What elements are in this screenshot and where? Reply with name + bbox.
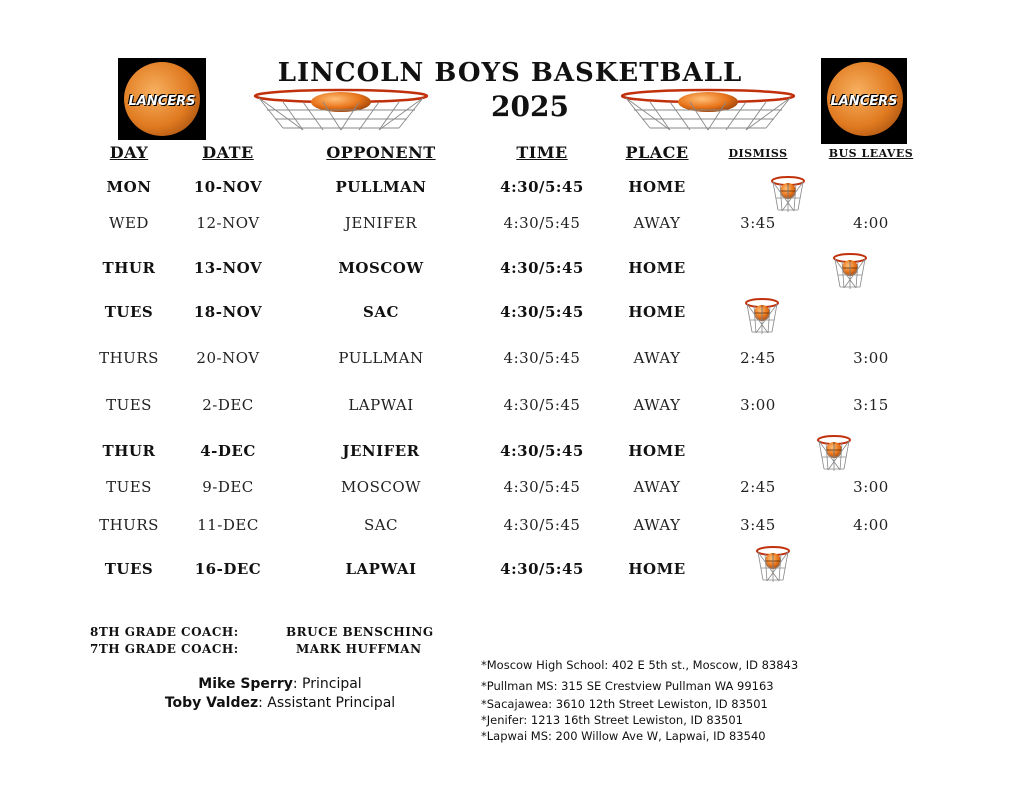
lancers-logo-left (118, 58, 206, 140)
table-row (0, 560, 1024, 584)
cell-time: 4:30/5:45 (500, 442, 584, 460)
column-header-dismiss: DISMISS (728, 147, 788, 160)
cell-place: HOME (628, 560, 686, 578)
cell-day: TUES (104, 560, 154, 578)
cell-day: THUR (102, 442, 156, 460)
column-header-place: PLACE (625, 143, 689, 162)
basketball-hoop-icon (253, 88, 429, 132)
cell-day: WED (109, 214, 149, 232)
basketball-hoop-icon (832, 251, 868, 291)
cell-dismiss: 2:45 (740, 349, 776, 367)
page-title: LINCOLN BOYS BASKETBALL (277, 58, 743, 88)
staff-line (100, 676, 460, 692)
cell-day: MON (106, 178, 152, 196)
table-row (0, 178, 1024, 202)
basketball-hoop-icon (744, 296, 780, 336)
cell-opponent: MOSCOW (338, 259, 424, 277)
cell-date: 9-DEC (202, 478, 254, 496)
cell-place: HOME (628, 178, 686, 196)
cell-date: 18-NOV (193, 303, 263, 321)
column-header-opponent: OPPONENT (326, 143, 436, 162)
cell-day: TUES (106, 478, 152, 496)
address-line: *Sacajawea: 3610 12th Street Lewiston, ID 83501 (481, 697, 768, 711)
cell-place: AWAY (633, 396, 681, 414)
cell-opponent: PULLMAN (335, 178, 427, 196)
cell-date: 10-NOV (193, 178, 263, 196)
cell-time: 4:30/5:45 (500, 560, 584, 578)
cell-date: 13-NOV (193, 259, 263, 277)
basketball-hoop-icon (770, 174, 806, 214)
basketball-hoop-icon (816, 433, 852, 473)
coach-name: MARK HUFFMAN (296, 642, 422, 656)
cell-place: AWAY (633, 214, 681, 232)
cell-time: 4:30/5:45 (503, 396, 581, 414)
cell-day: TUES (104, 303, 154, 321)
cell-dismiss: 3:45 (740, 516, 776, 534)
cell-opponent: LAPWAI (348, 396, 414, 414)
logo-text: LANCERS (128, 94, 196, 109)
basketball-hoop-icon (755, 544, 791, 584)
table-row (0, 516, 1024, 540)
cell-opponent: LAPWAI (345, 560, 417, 578)
cell-time: 4:30/5:45 (503, 516, 581, 534)
table-row (0, 303, 1024, 327)
cell-day: THURS (99, 516, 159, 534)
cell-opponent: SAC (363, 516, 399, 534)
table-row (0, 442, 1024, 466)
column-header-day: DAY (109, 143, 149, 162)
staff-name: Toby Valdez (164, 695, 259, 711)
cell-dismiss: 3:45 (740, 214, 776, 232)
cell-place: HOME (628, 303, 686, 321)
lancers-logo-right (821, 58, 907, 144)
cell-time: 4:30/5:45 (500, 259, 584, 277)
cell-date: 12-NOV (196, 214, 260, 232)
cell-day: TUES (106, 396, 152, 414)
coach-label: 7TH GRADE COACH: (90, 642, 239, 656)
column-header-date: DATE (202, 143, 254, 162)
cell-place: HOME (628, 442, 686, 460)
address-line: *Moscow High School: 402 E 5th st., Moscow, ID 83843 (481, 658, 799, 672)
cell-date: 11-DEC (197, 516, 259, 534)
column-header-time: TIME (516, 143, 568, 162)
cell-date: 2-DEC (202, 396, 254, 414)
cell-place: AWAY (633, 349, 681, 367)
cell-opponent: SAC (363, 303, 399, 321)
cell-time: 4:30/5:45 (500, 303, 584, 321)
staff-line (100, 695, 460, 711)
coach-line (90, 642, 422, 656)
table-row (0, 396, 1024, 420)
cell-time: 4:30/5:45 (503, 478, 581, 496)
cell-date: 4-DEC (200, 442, 256, 460)
address-line: *Pullman MS: 315 SE Crestview Pullman WA 99163 (481, 679, 774, 693)
table-row (0, 349, 1024, 373)
table-row (0, 478, 1024, 502)
cell-bus-leaves: 4:00 (853, 214, 889, 232)
staff-name: Mike Sperry (198, 676, 293, 692)
basketball-hoop-icon (620, 88, 796, 132)
cell-bus-leaves: 3:00 (853, 478, 889, 496)
cell-day: THURS (99, 349, 159, 367)
cell-place: HOME (628, 259, 686, 277)
logo-text: LANCERS (830, 94, 898, 109)
season-year: 2025 (491, 90, 569, 123)
cell-bus-leaves: 4:00 (853, 516, 889, 534)
cell-opponent: JENIFER (342, 442, 420, 460)
table-row (0, 214, 1024, 238)
coach-name: BRUCE BENSCHING (286, 625, 434, 639)
coach-label: 8TH GRADE COACH: (90, 625, 239, 639)
cell-opponent: PULLMAN (338, 349, 424, 367)
address-line: *Jenifer: 1213 16th Street Lewiston, ID 83501 (481, 713, 743, 727)
cell-place: AWAY (633, 478, 681, 496)
column-header-bus-leaves: BUS LEAVES (828, 147, 914, 160)
cell-day: THUR (102, 259, 156, 277)
cell-time: 4:30/5:45 (500, 178, 584, 196)
cell-place: AWAY (633, 516, 681, 534)
cell-bus-leaves: 3:15 (853, 396, 889, 414)
address-line: *Lapwai MS: 200 Willow Ave W, Lapwai, ID 83540 (481, 729, 766, 743)
cell-opponent: MOSCOW (340, 478, 422, 496)
cell-dismiss: 3:00 (740, 396, 776, 414)
cell-bus-leaves: 3:00 (853, 349, 889, 367)
cell-date: 20-NOV (196, 349, 260, 367)
staff-role: : Principal (292, 676, 362, 692)
staff-role: : Assistant Principal (258, 695, 396, 711)
cell-date: 16-DEC (194, 560, 262, 578)
cell-opponent: JENIFER (344, 214, 418, 232)
cell-time: 4:30/5:45 (503, 349, 581, 367)
cell-dismiss: 2:45 (740, 478, 776, 496)
coach-line (90, 625, 434, 639)
table-row (0, 259, 1024, 283)
cell-time: 4:30/5:45 (503, 214, 581, 232)
